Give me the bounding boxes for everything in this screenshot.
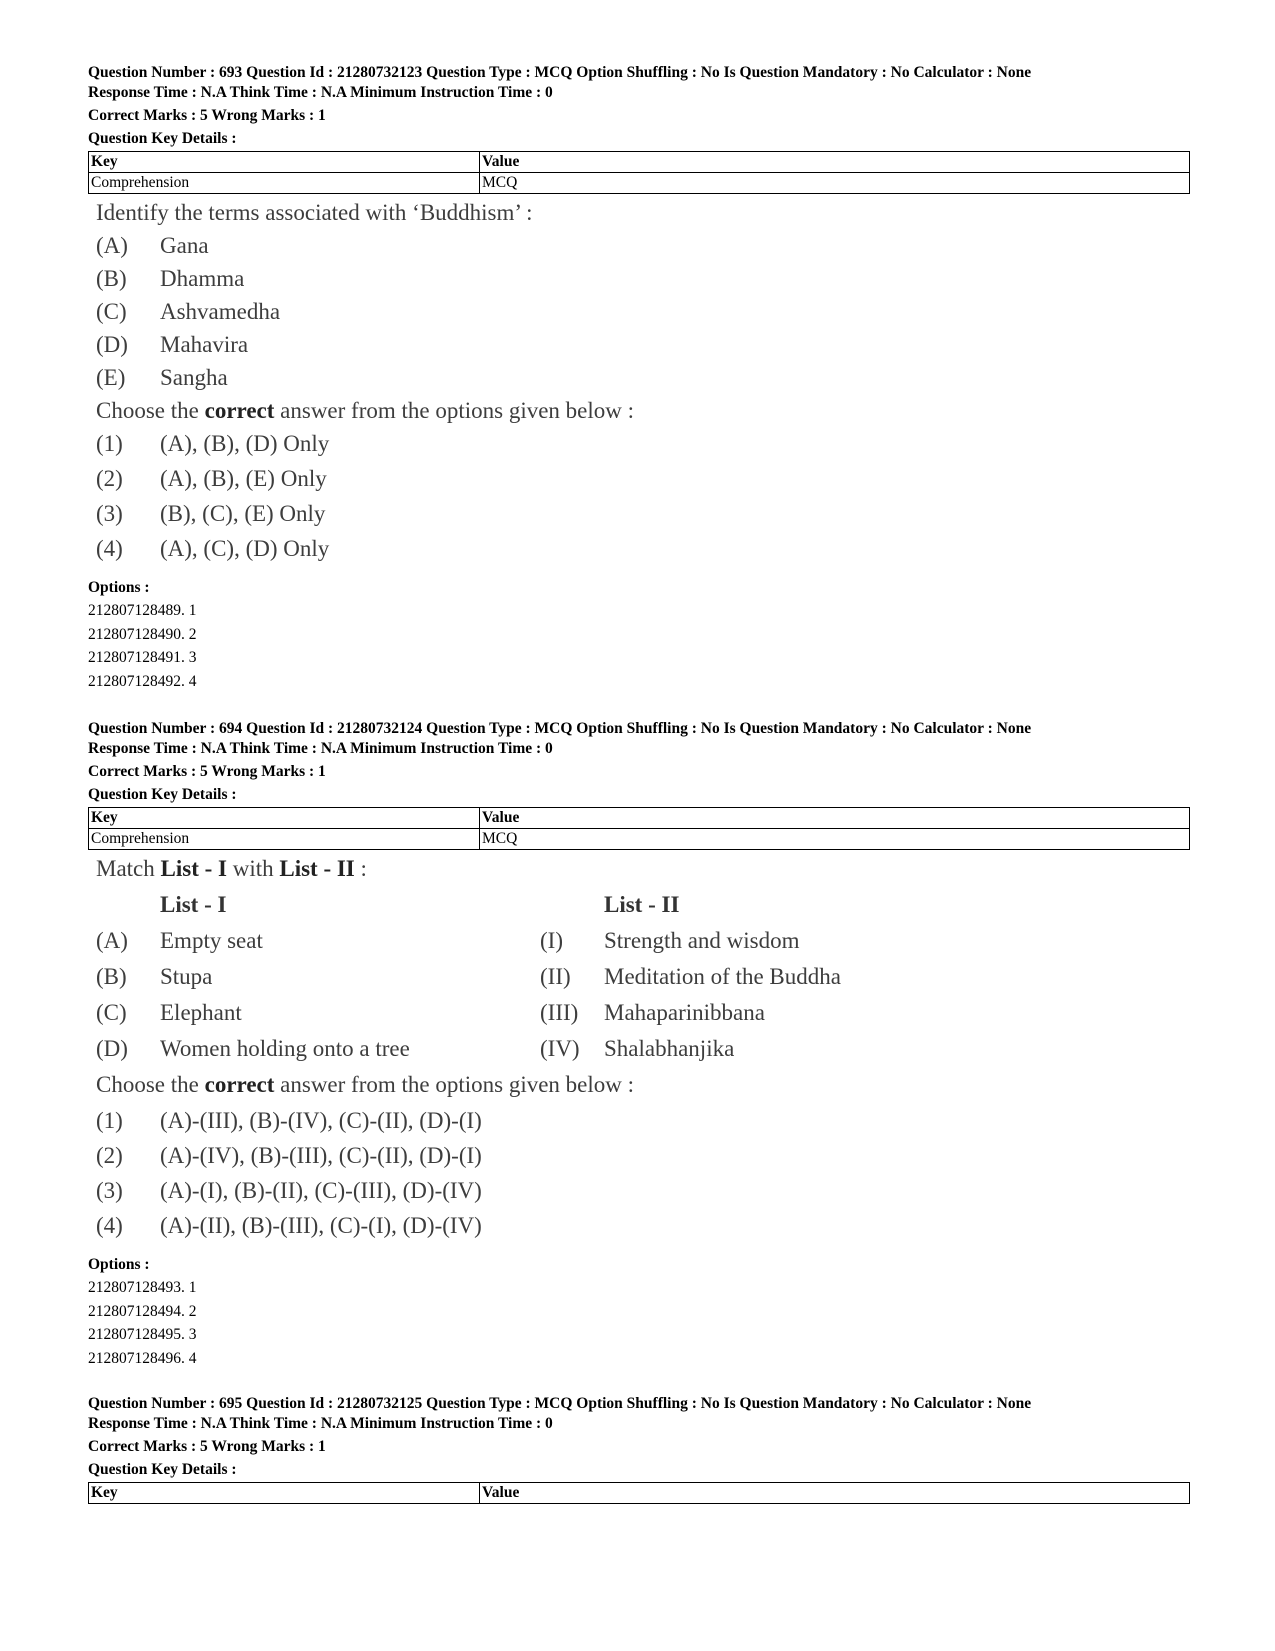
table-header-value: Value (480, 808, 1190, 829)
option-item: 212807128491. 3 (88, 649, 197, 666)
question-stem: Match List - I with List - II : (96, 856, 367, 881)
answer-choice: (4) (A), (C), (D) Only (96, 536, 330, 561)
option-item: 212807128490. 2 (88, 625, 197, 643)
match-row: (B) Stupa (II) Meditation of the Buddha (96, 964, 841, 989)
key-details-label: Question Key Details : (88, 1461, 237, 1478)
table-header-key: Key (89, 808, 480, 829)
list-item: (D) Mahavira (96, 332, 249, 357)
table-row (89, 173, 1190, 194)
question-image (88, 852, 1188, 1244)
question-stem: Identify the terms associated with ‘Buddhism’ : (96, 200, 533, 225)
options-label: Options : (88, 1256, 150, 1273)
match-row: (A) Empty seat (I) Strength and wisdom (96, 928, 800, 953)
option-item: 212807128493. 1 (88, 1279, 197, 1296)
answer-choice: (1) (A), (B), (D) Only (96, 431, 330, 456)
answer-choice: (1) (A)-(III), (B)-(IV), (C)-(II), (D)-(I) (96, 1108, 482, 1133)
list-item: (C) Ashvamedha (96, 299, 281, 324)
question-marks: Correct Marks : 5 Wrong Marks : 1 (88, 1438, 326, 1455)
list-headers (88, 888, 1188, 924)
table-header-row (89, 152, 1190, 173)
table-header-row (89, 1483, 1190, 1504)
choose-instruction: Choose the correct answer from the options given below : (96, 398, 635, 423)
answer-choice: (2) (A), (B), (E) Only (96, 466, 327, 491)
list1-header: List - I (160, 892, 227, 917)
question-695 (88, 1394, 1188, 1504)
table-cell-value: MCQ (480, 829, 1190, 850)
table-header-row (89, 808, 1190, 829)
option-item: 212807128495. 3 (88, 1326, 197, 1343)
table-cell-key: Comprehension (89, 829, 480, 850)
table-header-value: Value (480, 152, 1190, 173)
answer-choice: (2) (A)-(IV), (B)-(III), (C)-(II), (D)-(I) (96, 1143, 482, 1168)
question-meta-line2: Response Time : N.A Think Time : N.A Minimum Instruction Time : 0 (88, 84, 553, 101)
choose-instruction: Choose the correct answer from the options given below : (96, 1072, 635, 1097)
list2-header: List - II (604, 892, 680, 917)
answer-choice: (3) (B), (C), (E) Only (96, 501, 326, 526)
table-cell-key: Comprehension (89, 173, 480, 194)
question-meta-line1: Question Number : 693 Question Id : 21280732123 Question Type : MCQ Option Shuffling : No Is Question Mandatory : No Calculator : None (88, 64, 1032, 81)
key-value-table (88, 151, 1190, 194)
table-header-key: Key (89, 1483, 480, 1504)
answer-choice: (4) (A)-(II), (B)-(III), (C)-(I), (D)-(IV) (96, 1213, 482, 1238)
table-header-value: Value (480, 1483, 1190, 1504)
key-details-label: Question Key Details : (88, 130, 237, 147)
match-row: (C) Elephant (III) Mahaparinibbana (96, 1000, 765, 1025)
answer-choice: (3) (A)-(I), (B)-(II), (C)-(III), (D)-(IV) (96, 1178, 482, 1203)
question-marks: Correct Marks : 5 Wrong Marks : 1 (88, 763, 326, 780)
question-meta-line2: Response Time : N.A Think Time : N.A Minimum Instruction Time : 0 (88, 1415, 553, 1432)
option-item: 212807128489. 1 (88, 602, 197, 619)
table-cell-value: MCQ (480, 173, 1190, 194)
question-meta-line1: Question Number : 695 Question Id : 21280732125 Question Type : MCQ Option Shuffling : No Is Question Mandatory : No Calculator : None (88, 1395, 1032, 1412)
list-item: (B) Dhamma (96, 266, 245, 291)
question-marks: Correct Marks : 5 Wrong Marks : 1 (88, 107, 326, 124)
table-row (89, 829, 1190, 850)
list-item: (A) Gana (96, 233, 209, 258)
key-value-table (88, 1482, 1190, 1504)
match-row: (D) Women holding onto a tree (IV) Shalabhanjika (96, 1036, 735, 1061)
table-header-key: Key (89, 152, 480, 173)
list-item: (E) Sangha (96, 365, 228, 390)
question-693 (88, 63, 1188, 693)
question-meta-line1: Question Number : 694 Question Id : 21280732124 Question Type : MCQ Option Shuffling : No Is Question Mandatory : No Calculator : None (88, 720, 1032, 737)
option-item: 212807128494. 2 (88, 1302, 197, 1320)
question-image (88, 196, 1188, 567)
option-item: 212807128496. 4 (88, 1349, 197, 1367)
options-label: Options : (88, 579, 150, 596)
option-item: 212807128492. 4 (88, 672, 197, 690)
question-meta-line2: Response Time : N.A Think Time : N.A Minimum Instruction Time : 0 (88, 740, 553, 757)
key-value-table (88, 807, 1190, 850)
key-details-label: Question Key Details : (88, 786, 237, 803)
question-694 (88, 719, 1188, 1370)
